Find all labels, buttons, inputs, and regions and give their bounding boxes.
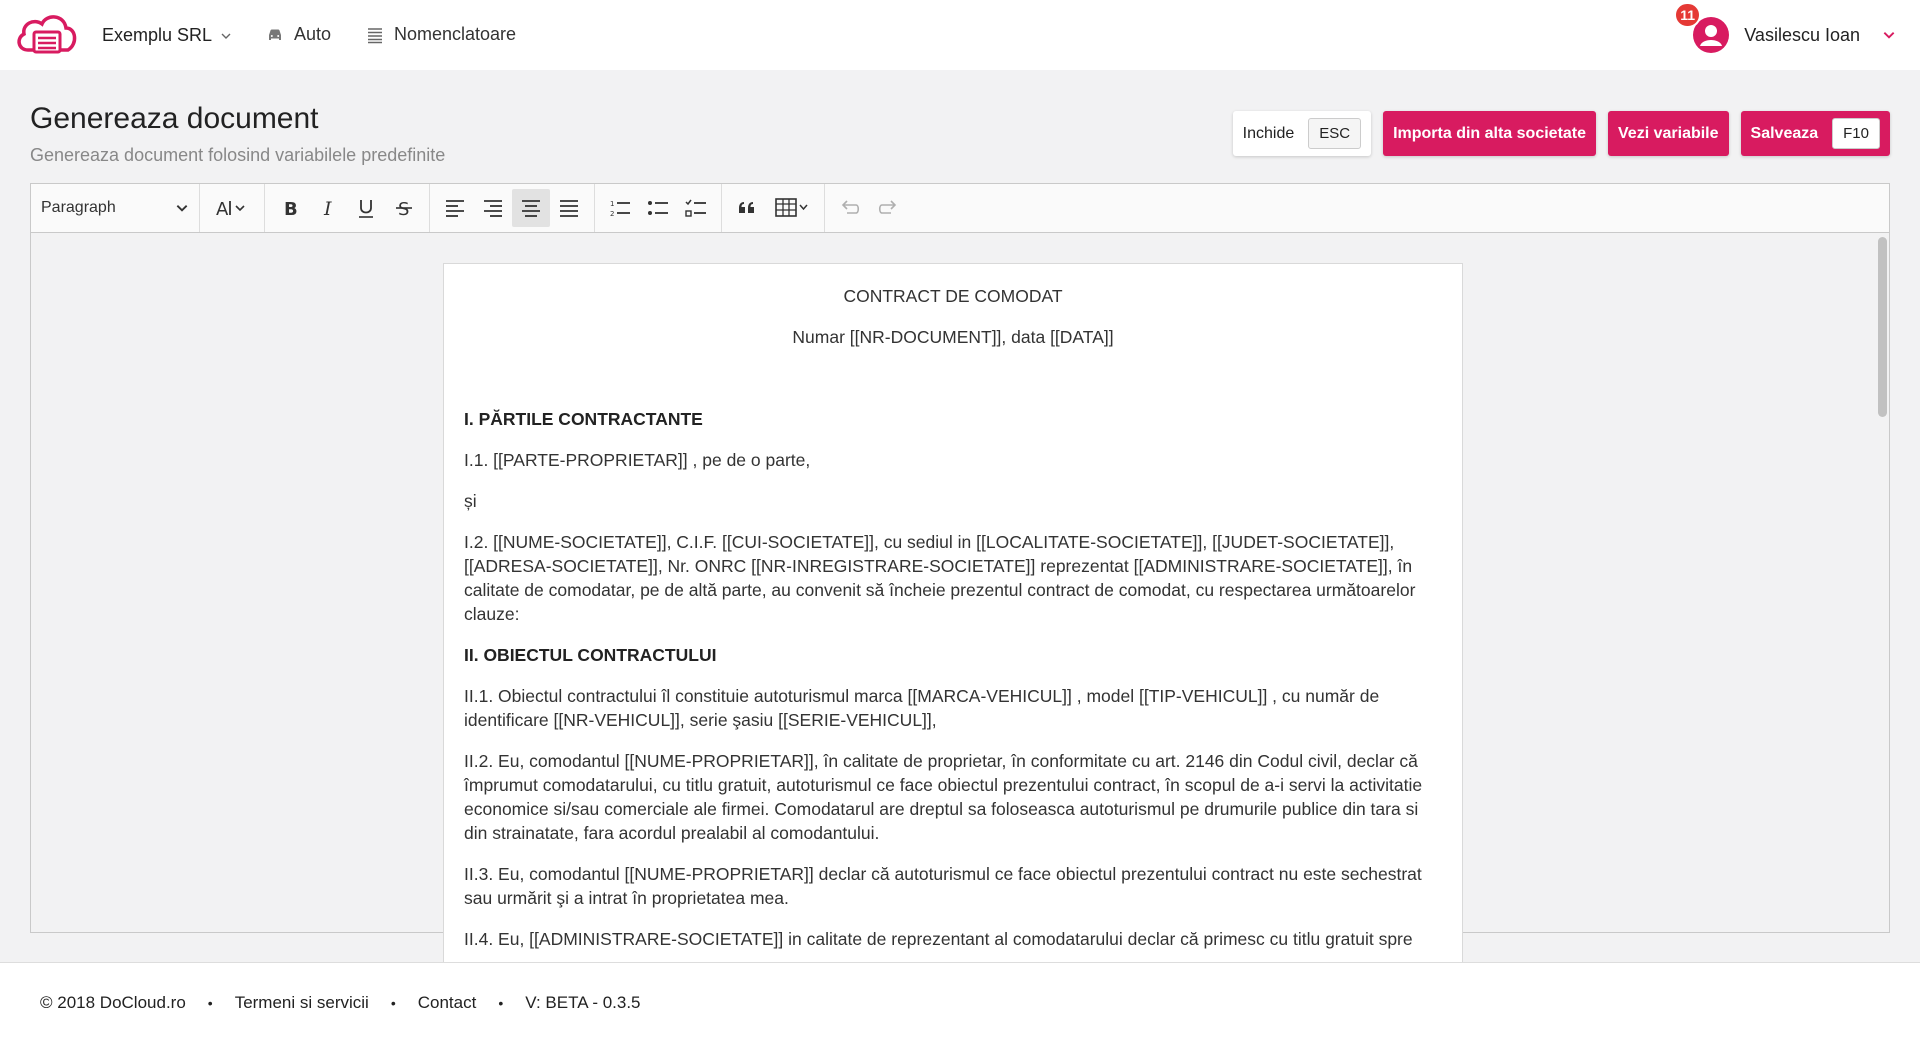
footer-separator: • (390, 994, 396, 1011)
import-button-label: Importa din alta societate (1393, 124, 1587, 142)
nav-item-auto[interactable] (266, 24, 331, 45)
paragraph: II.4. Eu, [[ADMINISTRARE-SOCIETATE]] in calitate de reprezentant al comodatarului declar că primesc cu titlu gratuit spre (464, 929, 1413, 949)
footer-copyright: © 2018 DoCloud.ro (40, 992, 186, 1012)
list-icon (366, 26, 384, 44)
user-menu[interactable] (1680, 7, 1896, 56)
footer-version: V: BETA - 0.3.5 (525, 992, 641, 1012)
top-navigation-bar (0, 0, 1920, 70)
paragraph-style-value: Paragraph (41, 199, 116, 216)
section-heading: I. PĂRTILE CONTRACTANTE (464, 409, 703, 429)
align-justify-icon (558, 197, 580, 219)
footer (0, 962, 1920, 1042)
nav-item-nomenclatoare[interactable] (366, 24, 516, 45)
quote-icon (736, 197, 758, 219)
svg-text:I: I (324, 198, 332, 220)
bold-button[interactable] (271, 189, 309, 227)
align-center-icon (520, 197, 542, 219)
footer-contact-link[interactable]: Contact (417, 992, 477, 1012)
insert-table-button[interactable] (766, 189, 818, 227)
italic-icon (317, 197, 339, 219)
bold-icon (279, 197, 301, 219)
close-button[interactable] (1233, 111, 1371, 156)
footer-terms-link[interactable]: Termeni si servicii (234, 992, 369, 1012)
blockquote-button[interactable] (728, 189, 766, 227)
paragraph: II.2. Eu, comodantul [[NUME-PROPRIETAR]], în calitate de proprietar, în conformitate cu art. 2146 din Codul civil, declar că împrumut comodatarului, cu titlu gratuit, autoturismul ce face obiectul prezentului contract, în scopul de a-i servi la activitatie economice si/sau comerciale ale firmei. Comodatarul are dreptul sa foloseasca autoturismul pe drumurile publice din tara si din strainatate, fara acordul prealabil al comodantului. (464, 751, 1423, 843)
svg-text:B: B (284, 199, 298, 220)
document-editor (30, 183, 1890, 949)
chevron-down-icon (1882, 28, 1896, 42)
underline-button[interactable] (347, 189, 385, 227)
editor-content-area[interactable] (31, 233, 1889, 949)
svg-text:1: 1 (610, 200, 615, 208)
view-variables-button[interactable] (1608, 111, 1729, 156)
docloud-logo-icon[interactable] (14, 10, 78, 60)
nav-item-label: Nomenclatoare (394, 24, 517, 44)
align-left-icon (444, 197, 466, 219)
strikethrough-icon (393, 197, 415, 219)
footer-separator: • (207, 994, 213, 1011)
footer-separator: • (498, 994, 504, 1011)
scrollbar-thumb[interactable] (1878, 237, 1887, 417)
car-icon (266, 26, 284, 44)
document-page[interactable] (443, 263, 1463, 963)
save-button[interactable] (1741, 111, 1890, 156)
user-name: Vasilescu Ioan (1744, 24, 1860, 45)
strikethrough-button[interactable] (385, 189, 423, 227)
svg-text:2: 2 (610, 210, 615, 218)
document-number-line: Numar [[NR-DOCUMENT]], data [[DATA]] (792, 327, 1114, 347)
page-subtitle: Genereaza document folosind variabilele predefinite (30, 145, 446, 165)
chevron-down-icon (220, 30, 232, 42)
todo-list-button[interactable] (677, 189, 715, 227)
italic-button[interactable] (309, 189, 347, 227)
shortcut-esc: ESC (1308, 118, 1361, 149)
todo-list-icon (685, 197, 707, 219)
editor-toolbar (31, 184, 1889, 233)
align-justify-button[interactable] (550, 189, 588, 227)
bulleted-list-icon (647, 197, 669, 219)
svg-text:S: S (398, 199, 410, 220)
font-size-icon (216, 197, 248, 219)
align-center-button[interactable] (512, 189, 550, 227)
shortcut-f10: F10 (1832, 118, 1880, 149)
view-variables-label: Vezi variabile (1618, 124, 1719, 142)
numbered-list-icon (609, 197, 631, 219)
section-heading: II. OBIECTUL CONTRACTULUI (464, 645, 717, 665)
close-button-label: Inchide (1242, 124, 1295, 142)
undo-icon (839, 197, 861, 219)
align-right-icon (482, 197, 504, 219)
company-selector[interactable] (102, 25, 232, 46)
editor-scrollbar[interactable] (1877, 237, 1887, 927)
notification-badge[interactable]: 11 (1674, 2, 1701, 28)
import-button[interactable] (1383, 111, 1596, 156)
redo-button[interactable] (869, 189, 907, 227)
align-left-button[interactable] (436, 189, 474, 227)
paragraph: II.3. Eu, comodantul [[NUME-PROPRIETAR]] declar că autoturismul ce face obiectul prezentului contract nu este sechestrat sau urmărit şi a intrat în proprietatea mea. (464, 864, 1422, 908)
font-size-button[interactable] (206, 189, 258, 227)
paragraph-style-dropdown[interactable] (31, 184, 199, 232)
bulleted-list-button[interactable] (639, 189, 677, 227)
paragraph: I.2. [[NUME-SOCIETATE]], C.I.F. [[CUI-SOCIETATE]], cu sediul in [[LOCALITATE-SOCIETATE]], [[JUDET-SOCIETATE]], [[ADRESA-SOCIETATE]], Nr. ONRC [[NR-INREGISTRARE-SOCIETATE]] reprezentat [[ADMINISTRARE-SOCIETATE]], în calitate de comodatar, pe de altă parte, au convenit să încheie prezentul contract de comodat, cu respectarea următoarelor clauze: (464, 532, 1416, 624)
company-name: Exemplu SRL (102, 25, 213, 45)
paragraph: I.1. [[PARTE-PROPRIETAR]] , pe de o parte, (464, 450, 811, 470)
page-title: Genereaza document (30, 102, 319, 135)
document-title: CONTRACT DE COMODAT (843, 286, 1063, 306)
svg-text:A: A (216, 199, 229, 220)
paragraph: II.1. Obiectul contractului îl constituie autoturismul marca [[MARCA-VEHICUL]] , model [[TIP-VEHICUL]] , cu număr de identificare [[NR-VEHICUL]], serie şasiu [[SERIE-VEHICUL]], (464, 686, 1380, 730)
paragraph: și (464, 491, 477, 511)
nav-item-label: Auto (294, 24, 332, 44)
underline-icon (355, 197, 377, 219)
action-buttons (1233, 111, 1890, 156)
numbered-list-button[interactable] (601, 189, 639, 227)
save-button-label: Salveaza (1750, 124, 1819, 142)
undo-button[interactable] (831, 189, 869, 227)
table-icon (775, 197, 809, 219)
redo-icon (877, 197, 899, 219)
align-right-button[interactable] (474, 189, 512, 227)
chevron-down-icon (175, 201, 189, 215)
